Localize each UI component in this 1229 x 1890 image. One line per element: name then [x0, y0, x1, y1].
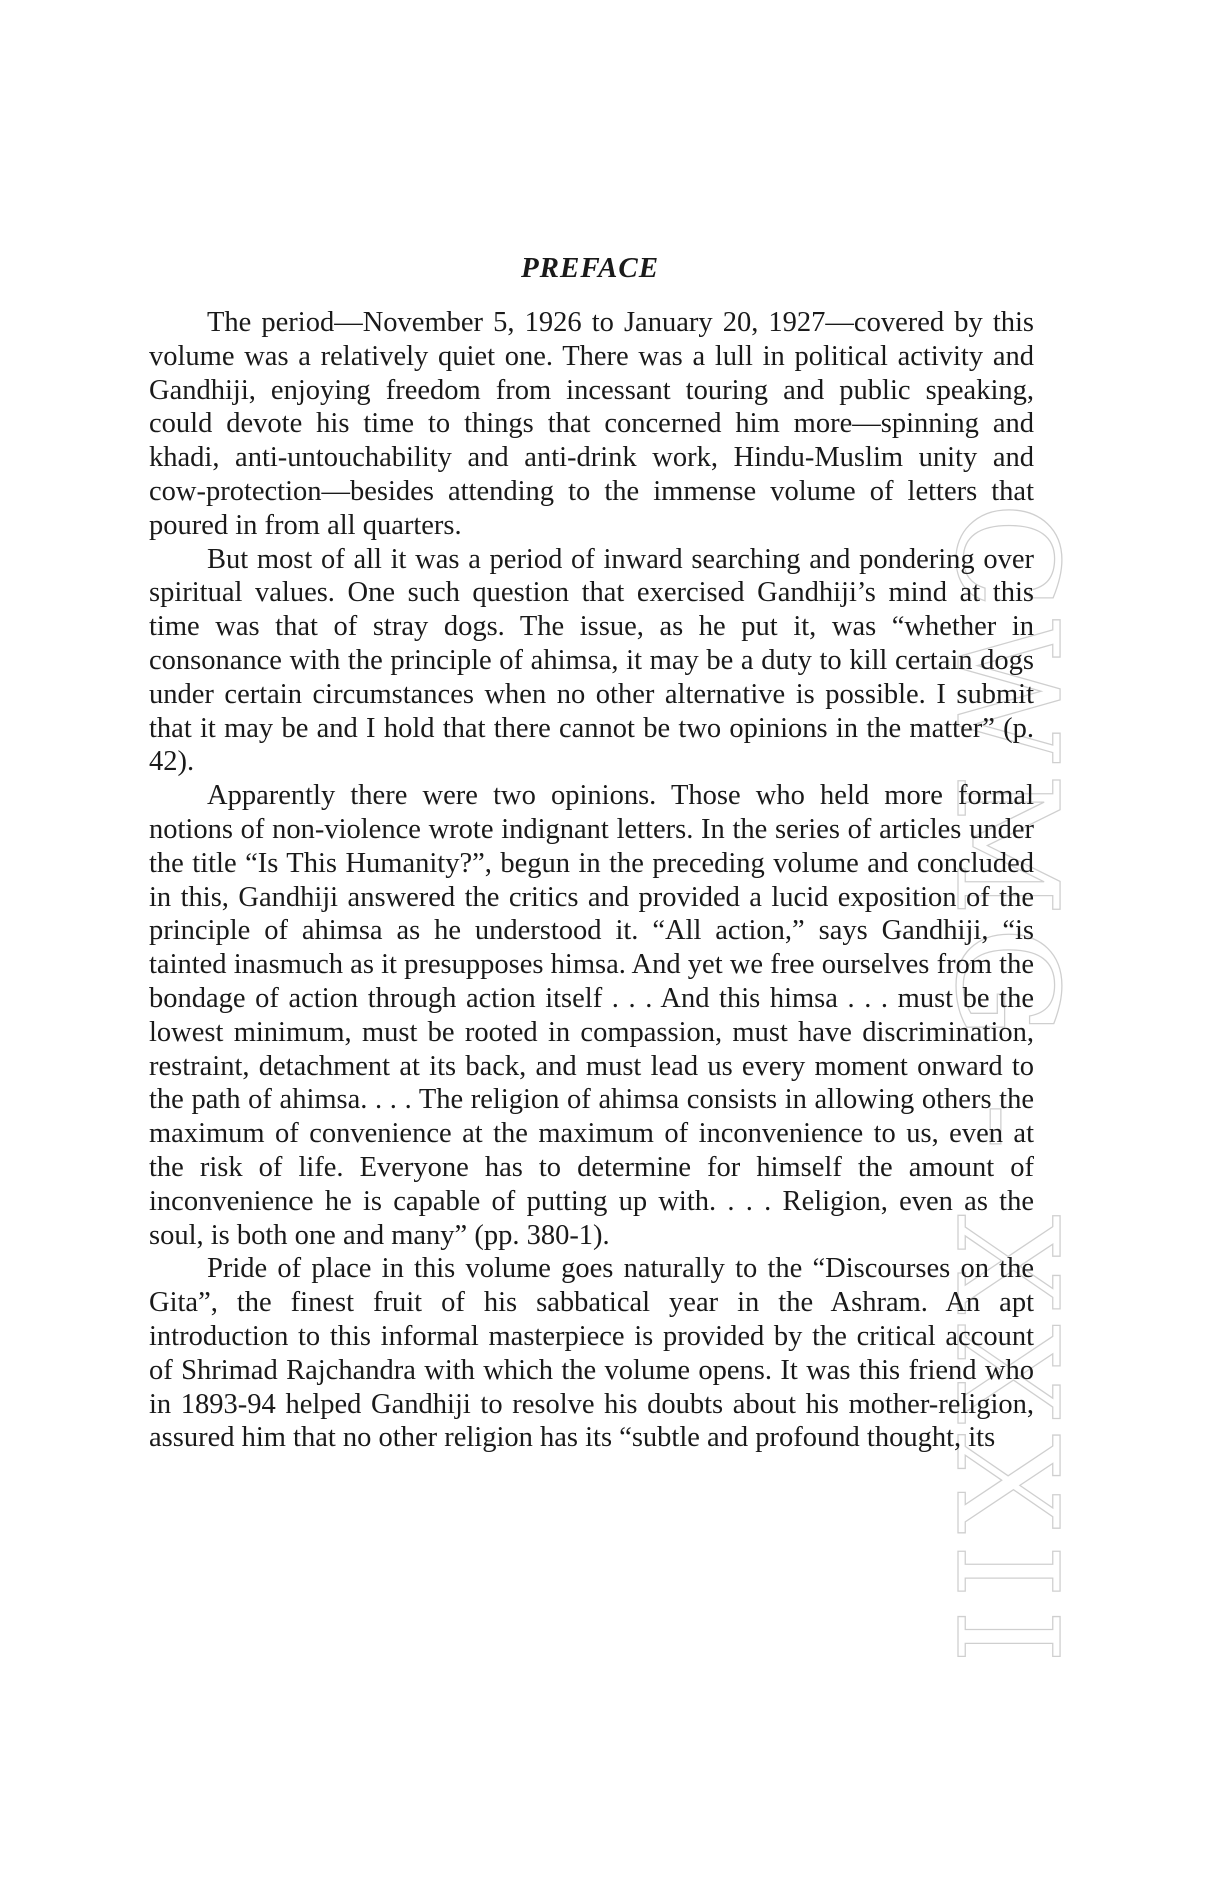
paragraph-4: Pride of place in this volume goes naturally to the “Discourses on the Gita”, the finest fruit of his sabbatical year in the Ashram. An apt introduction to this informal masterpiece is provided by the critical account of Shrimad Rajchandra with which the volume opens. It was this friend who in 1893-94 helped Gandhiji to resolve his doubts about his mother-religion, assured him that no other religion has its “subtle and profound thought, its [149, 1253, 1034, 1454]
page-title: PREFACE [520, 252, 660, 284]
paragraph-3: Apparently there were two opinions. Those who held more formal notions of non-violence wrote indignant letters. In the series of articles under the title “Is This Humanity?”, begun in the preceding volume and concluded in this, Gandhiji answered the critics and provided a lucid exposition of the principle of ahimsa as he understood it. “All action,” says Gandhiji, “is tainted inasmuch as it presupposes himsa. And yet we free ourselves from the bondage of action through action itself . . . And this himsa . . . must be the lowest minimum, must be rooted in compassion, must have discrimination, restraint, detachment at its back, and must lead us every moment onward to the path of ahimsa. . . . The religion of ahimsa consists in allowing others the maximum of convenience at the maximum of inconvenience to us, even at the risk of life. Everyone has to determine for himself the amount of inconvenience he is capable of putting up with. . . . Religion, even as the soul, is both one and many” (pp. 380-1). [149, 780, 1034, 1251]
body-text [149, 306, 1034, 1455]
watermark: CWMG - XXXII [924, 502, 1087, 1675]
paragraph-2: But most of all it was a period of inward searching and pondering over spiritual values. One such question that exercised Gandhiji’s mind at this time was that of stray dogs. The issue, as he put it, was “whether in consonance with the principle of ahimsa, it may be a duty to kill certain dogs under certain circumstances when no other alternative is possible. I submit that it may be and I hold that there cannot be two opinions in the matter” (p. 42). [149, 543, 1034, 778]
paragraph-1: The period—November 5, 1926 to January 20, 1927—covered by this volume was a relatively quiet one. There was a lull in political activity and Gandhiji, enjoying freedom from incessant touring and public speaking, could devote his time to things that concerned him more—spinning and khadi, anti-untouchability and anti-drink work, Hindu-Muslim unity and cow-protection—besides attending to the immense volume of letters that poured in from all quarters. [149, 307, 1034, 541]
